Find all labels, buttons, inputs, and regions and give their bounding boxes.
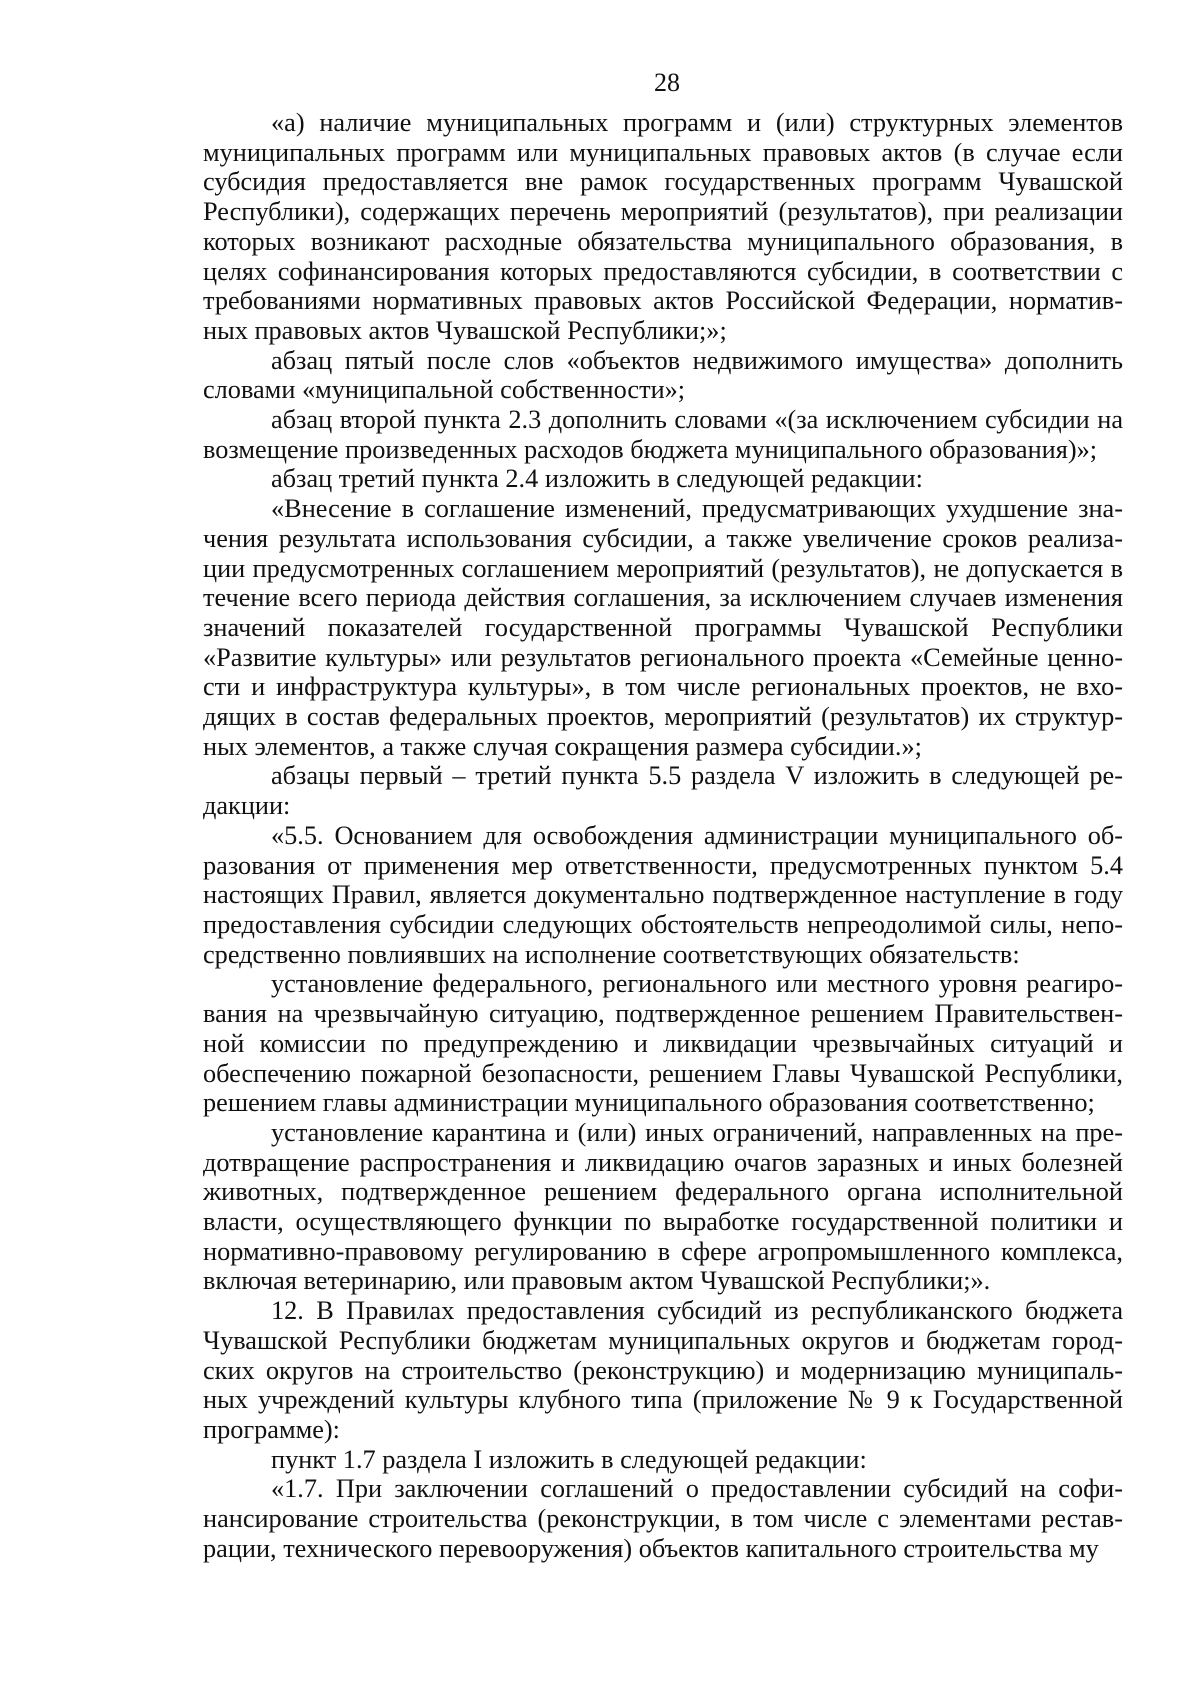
paragraph-subitem-a: «а) наличие муниципальных программ и (или) структурных элементов муниципальных программ или муниципальных правовых актов (в случае если субсидия предоставляется вне рамок государственных программ Чувашской Республики), содержащих перечень мероприятий (результатов), при реализации которых возникают расходные обязательства муниципального образования, в целях софинансирования которых предоставляются субсидии, в соответствии с требованиями нормативных правовых актов Российской Федерации, нормативных правовых актов Чувашской Республики;»; <box>203 108 1123 345</box>
paragraph-item-5-5-intro: абзацы первый – третий пункта 5.5 раздела V изложить в следующей редакции: <box>203 761 1123 821</box>
paragraph-item-2-3: абзац второй пункта 2.3 дополнить словами «(за исключением субсидии на возмещение произведенных расходов бюджета муниципального образования)»; <box>203 405 1123 464</box>
paragraph-section-12: 12. В Правилах предоставления субсидий из республиканского бюджета Чувашской Республики бюджетам муниципальных округов и бюджетам городских округов на строительство (реконструкцию) и модернизацию муниципальных учреждений культуры клубного типа (приложение № 9 к Государственной программе): <box>203 1296 1123 1444</box>
paragraph-item-2-4-intro: абзац третий пункта 2.4 изложить в следующей редакции: <box>271 464 923 494</box>
paragraph-emergency: установление федерального, регионального или местного уровня реагирования на чрезвычайную ситуацию, подтвержденное решением Правительственной комиссии по предупреждению и ликвидации чрезвычайных ситуаций и обеспечению пожарной безопасности, решением Главы Чувашской Республики, решением главы администрации муниципального образования соответственно; <box>203 969 1123 1118</box>
paragraph-item-1-7-text: «1.7. При заключении соглашений о предоставлении субсидий на софинансирование строительства (реконструкции, в том числе с элементами реставрации, технического перевооружения) объектов капитального строительства му <box>203 1474 1123 1563</box>
paragraph-item-5-5-text: «5.5. Основанием для освобождения администрации муниципального образования от применения мер ответственности, предусмотренных пунктом 5.4 настоящих Правил, является документально подтвержденное наступление в году предоставления субсидии следующих обстоятельств непреодолимой силы, непосредственно повлиявших на исполнение соответствующих обязательств: <box>203 820 1123 969</box>
paragraph-fifth-abzac: абзац пятый после слов «объектов недвижимого имущества» дополнить словами «муниципальной собственности»; <box>203 345 1123 405</box>
paragraph-item-1-7-intro: пункт 1.7 раздела I изложить в следующей редакции: <box>271 1444 867 1474</box>
document-body <box>203 108 1123 1563</box>
page-number: 28 <box>654 68 680 97</box>
paragraph-quarantine: установление карантина и (или) иных ограничений, направленных на предотвращение распространения и ликвидацию очагов заразных и иных болезней животных, подтвержденное решением федерального органа исполнительной власти, осуществляющего функции по выработке государственной политики и нормативно-правовому регулированию в сфере агропромышленного комплекса, включая ветеринарию, или правовым актом Чувашской Республики;». <box>203 1117 1123 1296</box>
paragraph-item-2-4-text: «Внесение в соглашение изменений, предусматривающих ухудшение значения результата использования субсидии, а также увеличение сроков реализации предусмотренных соглашением мероприятий (результатов), не допускается в течение всего периода действия соглашения, за исключением случаев изменения значений показателей государственной программы Чувашской Республики «Развитие культуры» или результатов регионального проекта «Семейные ценности и инфраструктура культуры», в том числе региональных проектов, не входящих в состав федеральных проектов, мероприятий (результатов) их структурных элементов, а также случая сокращения размера субсидии.»; <box>203 494 1123 761</box>
